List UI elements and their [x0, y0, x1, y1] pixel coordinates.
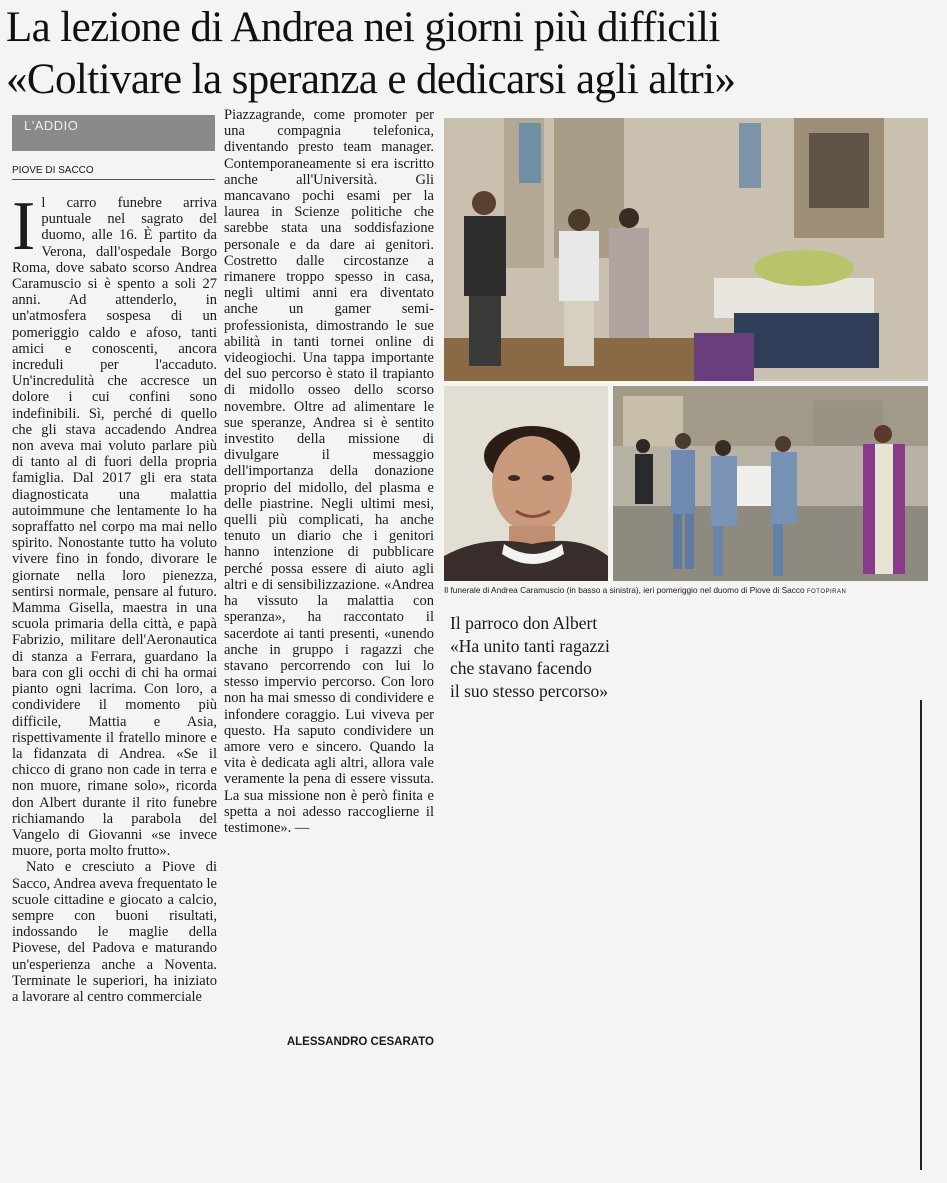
headline [6, 2, 941, 106]
article-column-1 [12, 195, 217, 1183]
article-paragraph: l carro funebre arriva puntuale nel sagrato del duomo, alle 16. È partito da Verona, dall'ospedale Borgo Roma, dove sabato scorso Andrea Caramuscio si è spento a soli 27 anni. Ad attenderlo, in un'atmosfera sospesa di un pomeriggio caldo e afoso, tanti amici e conoscenti, ancora increduli per l'accaduto. Un'incredulità che accresce un dolore i cui confini sono indefinibili. Sì, perché di quello che gli stava accadendo Andrea non aveva mai voluto parlare più di tanto al di fuori della propria famiglia. Dal 2017 gli era stata diagnosticata una malattia autoimmune che lentamente lo ha sopraffatto nel corpo ma mai nello spirito. Nonostante tutto ha voluto vivere fino in fondo, divorare le giornate nella loro pienezza, sentirsi normale, pensare al futuro. Mamma Gisella, maestra in una scuola primaria della città, e papà Fabrizio, militare dell'Aeronautica di stanza a Ferrara, guardano la bara con gli occhi di chi ha ormai pianto ogni lacrima. Con loro, a condividere il momento più difficile, Mattia e Asia, rispettivamente il fratello minore e la fidanzata di Andrea. «Se il chicco di grano non cade in terra e non muore, rimane solo», ricorda don Albert durante il rito funebre richiamando la parabola del Vangelo di Giovanni «se invece muore, porta molto frutto». [12, 195, 217, 860]
photo-portrait-andrea [444, 386, 608, 581]
page-edge-line [920, 700, 922, 1170]
pull-quote-line: Il parroco don Albert [450, 613, 598, 633]
pull-quote-line: il suo stesso percorso» [450, 680, 608, 701]
caption-credit: FOTOPIRAN [806, 589, 847, 595]
portrait-illustration [444, 386, 608, 581]
dateline: PIOVE DI SACCO [12, 165, 215, 180]
pull-quote-line: «Ha unito tanti ragazzi [450, 635, 610, 656]
drop-cap: I [12, 195, 36, 265]
article-paragraph: Piazzagrande, come promoter per una compagnia telefonica, diventando presto team manager. Contemporaneamente si era iscritto anche all'Università. Gli mancavano pochi esami per la laurea in Scienze politiche che sarebbe stata una soddisfazione personale e da dare ai genitori. Costretto dalle circostanze a rimanere troppo spesso in casa, negli ultimi anni era diventato anche un gamer semi-professionista, dimostrando le sue abilità in tanti tornei online di videogiochi. Una tappa importante del suo percorso è stato il trapianto di midollo osseo dello scorso novembre. Oltre ad alimentare le sue speranze, Andrea si è sentito investito della missione di divulgare il messaggio dell'importanza della donazione proprio del midollo, del plasma e delle piastrine. Negli ultimi mesi, quelli più complicati, ha anche tenuto un diario che i genitori hanno intenzione di pubblicare perché possa essere di aiuto agli altri e di sensibilizzazione. «Andrea ha vissuto la malattia con speranza», ha raccontato il sacerdote ai tanti presenti, «unendo anche in gruppo i ragazzi che stavano percorrendo con lui lo stesso impervio percorso. Con loro non ha mai smesso di condividere e infondere coraggio. Lui viveva per questo. Ha saputo condividere un amore vero e sincero. Quando la vita è dedicata agli altri, allora vale veramente la pena di essere vissuta. La sua missione non è però finita e spetta a noi adesso raccoglierne il testimone». — [224, 107, 434, 836]
article-paragraph: Nato e cresciuto a Piove di Sacco, Andrea aveva frequentato le scuole cittadine e giocato a calcio, sempre con buoni risultati, indossando le maglie della Piovese, del Padova e maturando un'esperienza anche a Noventa. Terminate le superiori, ha iniziato a lavorare al centro commerciale [12, 859, 217, 1005]
photo-caption [444, 585, 934, 595]
photo-coffin-procession [613, 386, 928, 581]
caption-text: Il funerale di Andrea Caramuscio (in basso a sinistra), ieri pomeriggio nel duomo di Piove di Sacco [444, 585, 805, 595]
pull-quote [450, 612, 690, 702]
headline-line-2: «Coltivare la speranza e dedicarsi agli altri» [6, 56, 736, 103]
byline: ALESSANDRO CESARATO [286, 1036, 434, 1048]
photo-funeral-church [444, 118, 928, 381]
church-interior-illustration [444, 118, 928, 381]
procession-illustration [613, 386, 928, 581]
section-kicker: L'ADDIO [12, 115, 215, 151]
pull-quote-line: che stavano facendo [450, 658, 592, 678]
headline-line-1: La lezione di Andrea nei giorni più difficili [6, 4, 720, 51]
article-column-2 [224, 107, 434, 1032]
